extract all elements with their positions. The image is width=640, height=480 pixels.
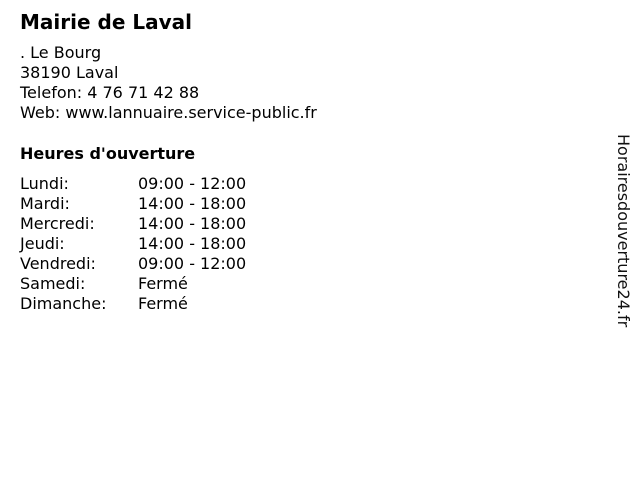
address-block [20, 43, 317, 123]
hours-time: Fermé [138, 294, 188, 313]
place-title: Mairie de Laval [20, 10, 192, 34]
hours-time: 09:00 - 12:00 [138, 254, 247, 273]
hours-row-friday [20, 254, 246, 274]
hours-day: Samedi: [20, 274, 86, 293]
hours-row-tuesday [20, 194, 246, 214]
hours-time: 14:00 - 18:00 [138, 214, 247, 233]
hours-row-wednesday [20, 214, 246, 234]
site-watermark: Horairesdouverture24.fr [614, 134, 633, 328]
hours-time: Fermé [138, 274, 188, 293]
hours-row-monday [20, 174, 246, 194]
web-label: Web: [20, 103, 61, 122]
web-line [20, 103, 317, 123]
hours-day: Dimanche: [20, 294, 107, 313]
phone-line [20, 83, 317, 103]
phone-number[interactable]: 4 76 71 42 88 [87, 83, 200, 102]
hours-time: 14:00 - 18:00 [138, 194, 247, 213]
web-link[interactable]: www.lannuaire.service-public.fr [65, 103, 317, 122]
hours-day: Vendredi: [20, 254, 96, 273]
hours-time: 09:00 - 12:00 [138, 174, 247, 193]
hours-day: Lundi: [20, 174, 69, 193]
address-city: 38190 Laval [20, 63, 119, 82]
opening-hours-table [20, 174, 246, 314]
hours-day: Jeudi: [20, 234, 65, 253]
hours-row-sunday [20, 294, 246, 314]
phone-label: Telefon: [20, 83, 83, 102]
address-street: . Le Bourg [20, 43, 102, 62]
hours-row-saturday [20, 274, 246, 294]
hours-time: 14:00 - 18:00 [138, 234, 247, 253]
opening-hours-heading: Heures d'ouverture [20, 144, 196, 163]
hours-row-thursday [20, 234, 246, 254]
hours-day: Mardi: [20, 194, 70, 213]
hours-day: Mercredi: [20, 214, 95, 233]
